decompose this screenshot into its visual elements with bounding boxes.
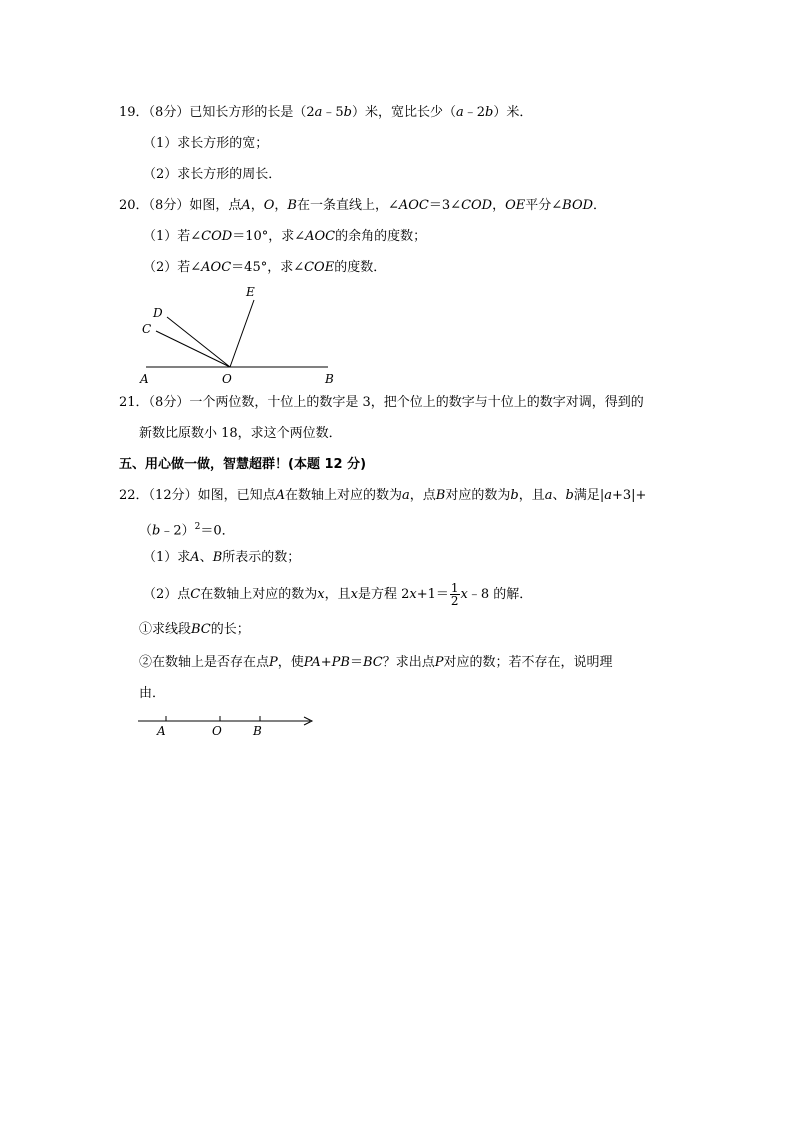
label-o: O (222, 372, 232, 386)
section5-title: 五、用心做一做，智慧超群！(本题 12 分) (119, 457, 367, 472)
q22-sub1: ①求线段BC的长； (139, 622, 250, 637)
q20-stem: 20．（8分）如图，点A，O，B在一条直线上，∠AOC＝3∠COD，OE平分∠BOD． (119, 198, 607, 213)
q20-part2: （2）若∠AOC＝45°，求∠COE的度数． (143, 260, 387, 275)
fraction-one-half: $\frac{1}{2}$ (450, 581, 459, 608)
ray-oe (230, 300, 254, 367)
q22-line2: （b﹣2）$^2$＝0． (139, 522, 235, 539)
q22-sub2: ②在数轴上是否存在点P，使PA+PB＝BC？求出点P对应的数；若不存在，说明理 (139, 655, 613, 670)
q19-part1: （1）求长方形的宽； (143, 136, 269, 151)
q20-angle-figure (130, 282, 350, 390)
label-o: O (212, 724, 222, 738)
q22-sub2-line2: 由． (139, 686, 166, 701)
label-b: B (325, 372, 334, 386)
q22-number-line (130, 712, 330, 742)
label-a: A (140, 372, 149, 386)
label-e: E (246, 285, 255, 299)
q22-part2: （2）点C在数轴上对应的数为x，且x是方程 2x+1＝ $\frac{1}{2}$ x﹣8 的解． (143, 581, 533, 608)
q21-line2: 新数比原数小 18，求这个两位数． (139, 426, 342, 441)
q19-part2: （2）求长方形的周长． (143, 167, 282, 182)
q21-line1: 21．（8分）一个两位数，十位上的数字是 3，把个位上的数字与十位上的数字对调，得到的 (119, 395, 644, 410)
q22-line1: 22．（12分）如图，已知点A在数轴上对应的数为a，点B对应的数为b，且a、b满足|a+3|+ (119, 488, 647, 503)
ray-oc (156, 331, 230, 367)
label-b: B (253, 724, 262, 738)
q22-part1: （1）求A、B所表示的数； (143, 550, 301, 565)
label-c: C (142, 322, 152, 336)
ray-od (167, 317, 230, 367)
q19-stem: 19．（8分）已知长方形的长是（2a﹣5b）米，宽比长少（a﹣2b）米． (119, 105, 533, 120)
label-a: A (157, 724, 166, 738)
label-d: D (153, 306, 163, 320)
q20-part1: （1）若∠COD＝10°，求∠AOC的余角的度数； (143, 229, 427, 244)
